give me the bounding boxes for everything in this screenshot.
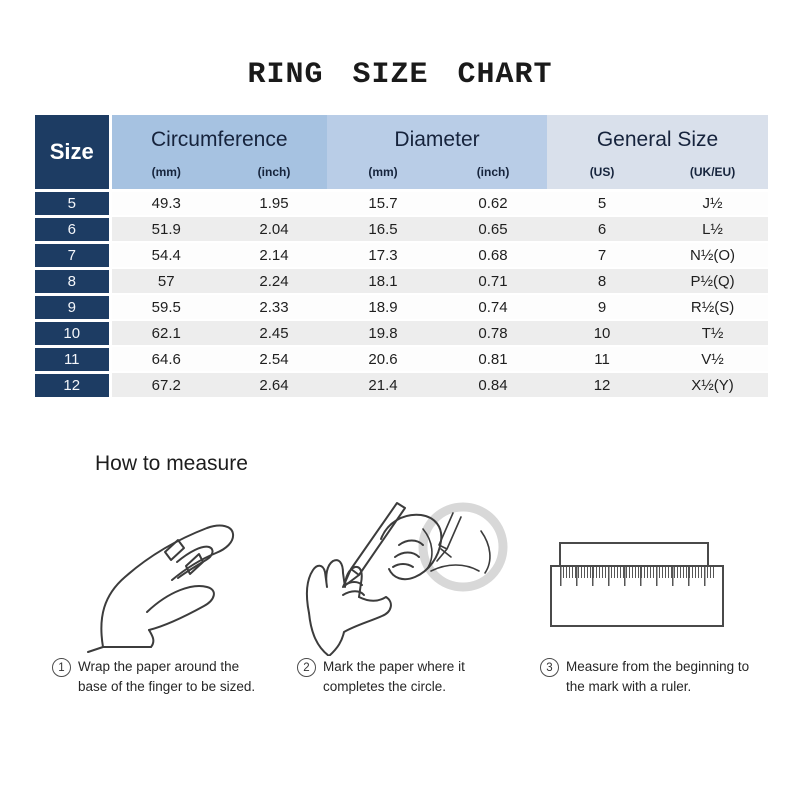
subheader-uk-eu: (UK/EU) [657, 165, 768, 190]
measured-hand-fingers [307, 560, 362, 613]
value-cell: V½ [657, 346, 768, 372]
size-cell: 7 [35, 242, 110, 268]
table-row [35, 294, 768, 320]
thumb-outline [147, 586, 214, 630]
value-cell: 6 [547, 216, 657, 242]
value-cell: 0.62 [439, 190, 547, 216]
value-cell: 51.9 [110, 216, 221, 242]
table-row [35, 242, 768, 268]
size-cell: 6 [35, 216, 110, 242]
value-cell: T½ [657, 320, 768, 346]
value-cell: 59.5 [110, 294, 221, 320]
subheader-circumference-mm: (mm) [110, 165, 221, 190]
value-cell: N½(O) [657, 242, 768, 268]
value-cell: 2.64 [221, 372, 327, 398]
size-cell: 11 [35, 346, 110, 372]
step2-caption [297, 657, 515, 696]
general-size-group-header: General Size [547, 115, 768, 165]
value-cell: 19.8 [327, 320, 439, 346]
table-group-header-row [35, 115, 768, 165]
value-cell: 9 [547, 294, 657, 320]
value-cell: 10 [547, 320, 657, 346]
palm-edge [149, 630, 153, 647]
subheader-circumference-inch: (inch) [221, 165, 327, 190]
value-cell: 18.9 [327, 294, 439, 320]
value-cell: X½(Y) [657, 372, 768, 398]
subheader-diameter-mm: (mm) [327, 165, 439, 190]
step2-illustration [293, 485, 521, 656]
value-cell: 21.4 [327, 372, 439, 398]
step2-text: Mark the paper where it completes the circle. [323, 659, 465, 694]
measured-hand-palm [309, 597, 391, 656]
value-cell: 8 [547, 268, 657, 294]
value-cell: 64.6 [110, 346, 221, 372]
table-row [35, 346, 768, 372]
value-cell: 0.81 [439, 346, 547, 372]
pen [343, 503, 405, 587]
diameter-group-header: Diameter [327, 115, 547, 165]
hand-outline [101, 526, 233, 647]
value-cell: 2.14 [221, 242, 327, 268]
size-cell: 5 [35, 190, 110, 216]
paper-band-upper [165, 540, 184, 560]
table-row [35, 268, 768, 294]
ring-size-table [35, 115, 768, 400]
table-row [35, 320, 768, 346]
value-cell: 20.6 [327, 346, 439, 372]
value-cell: 7 [547, 242, 657, 268]
table-row [35, 190, 768, 216]
value-cell: 57 [110, 268, 221, 294]
value-cell: 0.65 [439, 216, 547, 242]
value-cell: L½ [657, 216, 768, 242]
size-cell: 9 [35, 294, 110, 320]
table-row [35, 216, 768, 242]
ruler [550, 565, 724, 627]
size-column-header: Size [35, 115, 110, 190]
value-cell: P½(Q) [657, 268, 768, 294]
value-cell: 17.3 [327, 242, 439, 268]
step3-text: Measure from the beginning to the mark with a ruler. [566, 659, 750, 694]
table-row [35, 372, 768, 398]
value-cell: 67.2 [110, 372, 221, 398]
value-cell: 0.74 [439, 294, 547, 320]
value-cell: 0.68 [439, 242, 547, 268]
value-cell: J½ [657, 190, 768, 216]
value-cell: 0.78 [439, 320, 547, 346]
value-cell: 2.33 [221, 294, 327, 320]
middle-finger-line [177, 547, 213, 578]
magnifier-circle [423, 507, 503, 587]
page-title: RING SIZE CHART [247, 58, 553, 92]
value-cell: 2.54 [221, 346, 327, 372]
table-body [35, 190, 768, 398]
value-cell: 11 [547, 346, 657, 372]
value-cell: 2.45 [221, 320, 327, 346]
value-cell: 2.04 [221, 216, 327, 242]
circumference-group-header: Circumference [110, 115, 327, 165]
value-cell: R½(S) [657, 294, 768, 320]
value-cell: 1.95 [221, 190, 327, 216]
value-cell: 5 [547, 190, 657, 216]
value-cell: 16.5 [327, 216, 439, 242]
table-subheader-row [35, 165, 768, 190]
step3-caption [540, 657, 775, 696]
ruler-fine-ticks [560, 567, 714, 578]
value-cell: 0.71 [439, 268, 547, 294]
size-cell: 12 [35, 372, 110, 398]
step1-caption [52, 657, 284, 696]
step1-text: Wrap the paper around the base of the finger to be sized. [78, 659, 256, 694]
value-cell: 2.24 [221, 268, 327, 294]
value-cell: 18.1 [327, 268, 439, 294]
hand-base [88, 647, 151, 652]
step1-number-badge: 1 [52, 658, 71, 677]
step2-number-badge: 2 [297, 658, 316, 677]
size-cell: 8 [35, 268, 110, 294]
value-cell: 49.3 [110, 190, 221, 216]
subheader-diameter-inch: (inch) [439, 165, 547, 190]
subheader-us: (US) [547, 165, 657, 190]
value-cell: 0.84 [439, 372, 547, 398]
step3-illustration [545, 500, 755, 630]
size-cell: 10 [35, 320, 110, 346]
step1-illustration [85, 495, 285, 655]
value-cell: 62.1 [110, 320, 221, 346]
value-cell: 12 [547, 372, 657, 398]
how-to-measure-heading: How to measure [95, 452, 248, 475]
holding-hand-fingers [393, 541, 423, 568]
value-cell: 15.7 [327, 190, 439, 216]
value-cell: 54.4 [110, 242, 221, 268]
step3-number-badge: 3 [540, 658, 559, 677]
